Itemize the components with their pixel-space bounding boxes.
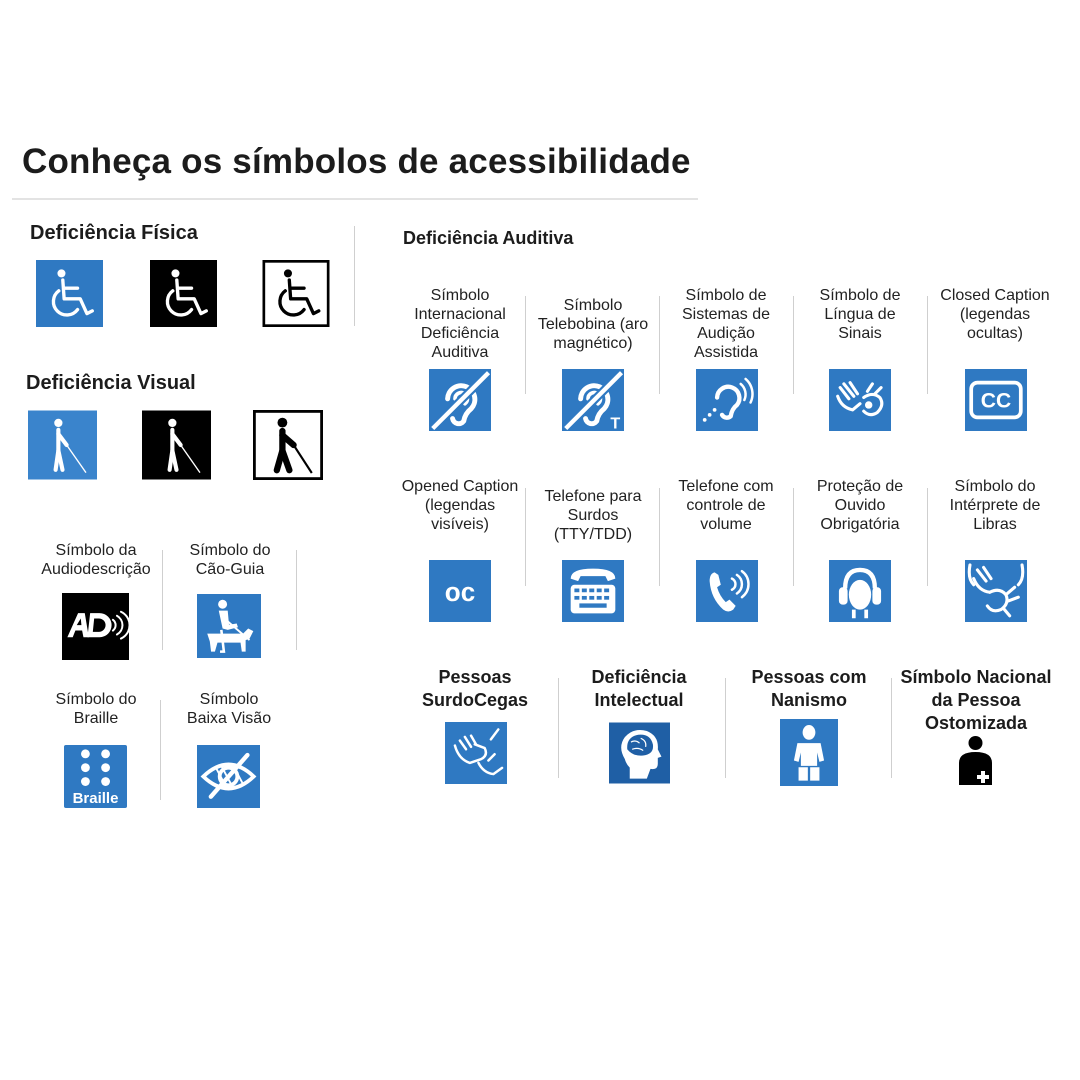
label-intelectual: Deficiência Intelectual bbox=[591, 667, 687, 710]
ostomy-icon bbox=[957, 735, 994, 785]
label-open-caption: Opened Caption (legendas visíveis) bbox=[401, 478, 519, 533]
assisted-listening-icon bbox=[696, 369, 758, 431]
wheelchair-black-icon bbox=[150, 260, 217, 327]
telecoil-ear-icon bbox=[562, 369, 624, 431]
divider bbox=[891, 678, 892, 778]
label-surdocegas: Pessoas SurdoCegas bbox=[421, 667, 529, 710]
libras-interpreter-icon bbox=[965, 560, 1027, 622]
label-volume-phone: Telefone com controle de volume bbox=[678, 478, 774, 533]
divider bbox=[160, 700, 161, 800]
label-telecoil: Símbolo Telebobina (aro magnético) bbox=[537, 297, 649, 352]
label-ear-protection: Proteção de Ouvido Obrigatória bbox=[816, 478, 904, 533]
blind-cane-outline-icon bbox=[253, 410, 323, 480]
deaf-ear-icon bbox=[429, 369, 491, 431]
volume-phone-icon bbox=[696, 560, 758, 622]
audio-description-icon bbox=[62, 593, 129, 660]
divider bbox=[558, 678, 559, 778]
divider bbox=[162, 550, 163, 650]
label-tty: Telefone para Surdos (TTY/TDD) bbox=[544, 488, 642, 543]
braille-icon bbox=[64, 745, 127, 808]
label-braille: Símbolo do Braille bbox=[55, 691, 137, 727]
braille-icon-text: Braille bbox=[72, 790, 119, 807]
divider bbox=[659, 488, 660, 586]
page-title: Conheça os símbolos de acessibilidade bbox=[22, 142, 691, 181]
section-title-auditiva: Deficiência Auditiva bbox=[403, 228, 574, 248]
label-nanismo: Pessoas com Nanismo bbox=[751, 667, 867, 710]
divider bbox=[525, 296, 526, 394]
wheelchair-outline-icon bbox=[262, 260, 330, 327]
divider bbox=[793, 488, 794, 586]
telecoil-icon-text: T bbox=[610, 414, 621, 431]
closed-caption-icon bbox=[965, 369, 1027, 431]
open-caption-icon-text: oc bbox=[444, 576, 476, 607]
divider bbox=[659, 296, 660, 394]
open-caption-icon bbox=[429, 560, 491, 622]
sign-language-icon bbox=[829, 369, 891, 431]
tty-icon bbox=[562, 560, 624, 622]
divider bbox=[927, 296, 928, 394]
divider bbox=[354, 226, 355, 326]
divider bbox=[927, 488, 928, 586]
label-audiodescricao: Símbolo da Audiodescrição bbox=[41, 542, 151, 578]
title-divider bbox=[12, 198, 698, 200]
low-vision-icon bbox=[197, 745, 260, 808]
closed-caption-icon-text: CC bbox=[980, 389, 1012, 413]
label-baixa-visao: Símbolo Baixa Visão bbox=[186, 691, 272, 727]
label-cao-guia: Símbolo do Cão-Guia bbox=[189, 542, 271, 578]
deafblind-icon bbox=[445, 722, 507, 784]
section-title-fisica: Deficiência Física bbox=[30, 222, 198, 244]
divider bbox=[793, 296, 794, 394]
blind-cane-black-icon bbox=[142, 410, 211, 480]
intellectual-head-icon bbox=[609, 722, 670, 784]
section-title-visual: Deficiência Visual bbox=[26, 372, 196, 394]
label-deaf-international: Símbolo Internacional Deficiência Auditiva bbox=[414, 287, 506, 361]
dwarfism-icon bbox=[780, 719, 838, 786]
divider bbox=[296, 550, 297, 650]
label-closed-caption: Closed Caption (legendas ocultas) bbox=[940, 287, 1050, 342]
divider bbox=[725, 678, 726, 778]
wheelchair-blue-icon bbox=[36, 260, 103, 327]
blind-cane-blue-icon bbox=[28, 410, 97, 480]
divider bbox=[525, 488, 526, 586]
label-ostomizada: Símbolo Nacional da Pessoa Ostomizada bbox=[900, 667, 1052, 733]
label-libras: Símbolo do Intérprete de Libras bbox=[949, 478, 1041, 533]
guide-dog-icon bbox=[197, 594, 261, 658]
label-sign-language: Símbolo de Língua de Sinais bbox=[819, 287, 901, 342]
label-assisted-listening: Símbolo de Sistemas de Audição Assistida bbox=[681, 287, 771, 361]
ear-protection-icon bbox=[829, 560, 891, 622]
